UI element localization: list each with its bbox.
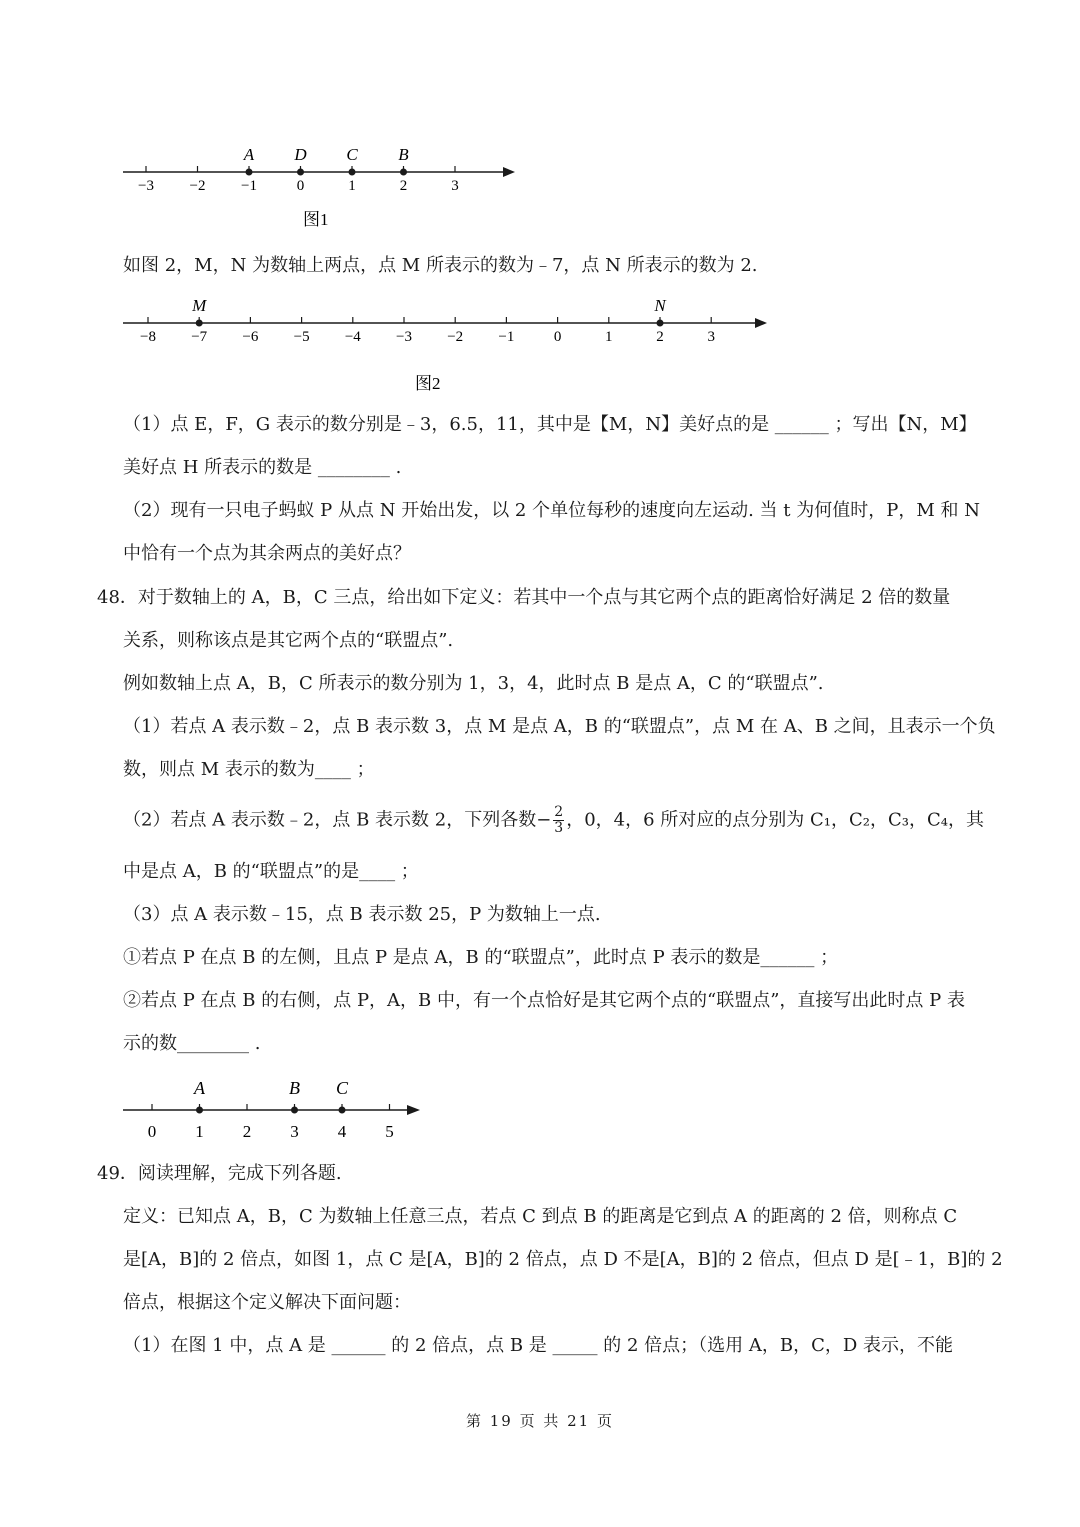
- figure-caption: 图1: [303, 210, 329, 229]
- q49-line1: 49．阅读理解，完成下列各题.: [97, 1163, 342, 1184]
- tick-label: −2: [447, 329, 464, 345]
- tick-label: −6: [242, 329, 259, 345]
- tick-label: −8: [140, 329, 156, 345]
- point-label: A: [194, 1078, 205, 1098]
- q47-part1-line1: （1）点 E，F，G 表示的数分别是﹣3，6.5，11，其中是【M，N】美好点的是 ______ ；写出【N，M】: [123, 414, 977, 435]
- point-dot: [291, 1107, 298, 1114]
- tick-label: 1: [348, 178, 356, 194]
- tick-label: 3: [451, 178, 459, 194]
- fraction-denominator: 3: [554, 820, 564, 836]
- q48-part3a: ①若点 P 在点 B 的左侧，且点 P 是点 A，B 的“联盟点”，此时点 P 表示的数是______ ；: [123, 947, 839, 968]
- figure-1-number-line: [120, 140, 520, 235]
- arrow-icon: [407, 1105, 420, 1115]
- tick-label: 1: [195, 1122, 204, 1141]
- fraction: [553, 805, 564, 836]
- point-dot: [657, 320, 664, 327]
- q48-part2-pre: （2）若点 A 表示数﹣2，点 B 表示数 2，下列各数−: [123, 809, 552, 831]
- tick-label: −7: [191, 329, 208, 345]
- tick-label: −1: [498, 329, 515, 345]
- tick-label: −3: [396, 329, 412, 345]
- point-dot: [246, 169, 253, 176]
- tick-label: 2: [656, 329, 664, 345]
- q48-part3b-line1: ②若点 P 在点 B 的右侧，点 P，A，B 中，有一个点恰好是其它两个点的“联盟点”，直接写出此时点 P 表: [123, 990, 965, 1011]
- point-label: N: [654, 296, 666, 315]
- tick-label: −3: [138, 178, 154, 194]
- tick-label: 0: [296, 178, 305, 194]
- point-dot: [400, 169, 407, 176]
- q48-part3: （3）点 A 表示数﹣15，点 B 表示数 25，P 为数轴上一点.: [123, 904, 601, 925]
- q49-line2: 定义：已知点 A，B，C 为数轴上任意三点，若点 C 到点 B 的距离是它到点 A 的距离的 2 倍，则称点 C: [123, 1206, 958, 1227]
- q47-part1-line2: 美好点 H 所表示的数是 ________ .: [123, 457, 402, 478]
- tick-label: 3: [290, 1122, 299, 1141]
- point-dot: [349, 169, 356, 176]
- q49-line3: 是[A，B]的 2 倍点，如图 1，点 C 是[A，B]的 2 倍点，点 D 不是[A，B]的 2 倍点，但点 D 是[﹣1，B]的 2: [123, 1249, 1003, 1270]
- q47-part2-line2: 中恰有一个点为其余两点的美好点？: [123, 543, 411, 564]
- point-label: B: [289, 1078, 300, 1098]
- q47-part2-line1: （2）现有一只电子蚂蚁 P 从点 N 开始出发，以 2 个单位每秒的速度向左运动. 当 t 为何值时，P，M 和 N: [123, 500, 980, 521]
- q48-line3: 例如数轴上点 A，B，C 所表示的数分别为 1，3，4，此时点 B 是点 A，C 的“联盟点”.: [123, 673, 824, 694]
- point-label: C: [335, 1078, 349, 1098]
- q48-line2: 关系，则称该点是其它两个点的“联盟点”.: [123, 630, 454, 651]
- tick-label: 5: [385, 1122, 394, 1141]
- tick-label: −1: [241, 178, 257, 194]
- page-footer: 第 19 页 共 21 页: [465, 1412, 614, 1430]
- point-dot: [297, 169, 304, 176]
- arrow-icon: [755, 318, 767, 328]
- q49-line5: （1）在图 1 中，点 A 是 ______ 的 2 倍点，点 B 是 _____ 的 2 倍点；（选用 A，B，C，D 表示，不能: [123, 1335, 954, 1356]
- point-dot: [196, 320, 203, 327]
- point-dot: [196, 1107, 203, 1114]
- tick-label: 3: [707, 329, 715, 345]
- tick-label: 0: [553, 329, 562, 345]
- figure-2-number-line: [120, 292, 780, 400]
- tick-label: 0: [147, 1122, 157, 1141]
- q48-part2-post: ，0，4，6 所对应的点分别为 C₁，C₂，C₃，C₄，其: [566, 809, 984, 831]
- q48-part3b-line2: 示的数________ .: [123, 1033, 261, 1054]
- tick-label: −4: [344, 329, 361, 345]
- point-label: B: [398, 145, 409, 164]
- q48-part1-line2: 数，则点 M 表示的数为____ ；: [123, 759, 375, 780]
- point-dot: [339, 1107, 346, 1114]
- tick-label: 1: [605, 329, 613, 345]
- fraction-numerator: 2: [554, 804, 564, 820]
- point-label: D: [294, 145, 307, 164]
- tick-label: 2: [242, 1122, 252, 1141]
- arrow-icon: [503, 167, 515, 177]
- q49-line4: 倍点，根据这个定义解决下面问题：: [123, 1292, 411, 1313]
- tick-label: 2: [399, 178, 408, 194]
- tick-label: 4: [337, 1122, 347, 1141]
- point-label: M: [192, 296, 207, 315]
- figure-caption: 图2: [415, 374, 441, 393]
- q48-part2-line2: 中是点 A，B 的“联盟点”的是____ ；: [123, 861, 419, 882]
- q48-part2-line1: [123, 805, 984, 836]
- point-label: A: [243, 145, 255, 164]
- point-label: C: [346, 145, 358, 164]
- tick-label: −2: [189, 178, 206, 194]
- fig2-intro: 如图 2，M，N 为数轴上两点，点 M 所表示的数为﹣7，点 N 所表示的数为 2.: [123, 255, 758, 276]
- tick-label: −5: [293, 329, 310, 345]
- figure-3-number-line: [120, 1075, 440, 1145]
- q48-part1-line1: （1）若点 A 表示数﹣2，点 B 表示数 3，点 M 是点 A，B 的“联盟点”，点 M 在 A、B 之间，且表示一个负: [123, 716, 996, 737]
- q48-line1: 48．对于数轴上的 A，B，C 三点，给出如下定义：若其中一个点与其它两个点的距离恰好满足 2 倍的数量: [97, 587, 951, 608]
